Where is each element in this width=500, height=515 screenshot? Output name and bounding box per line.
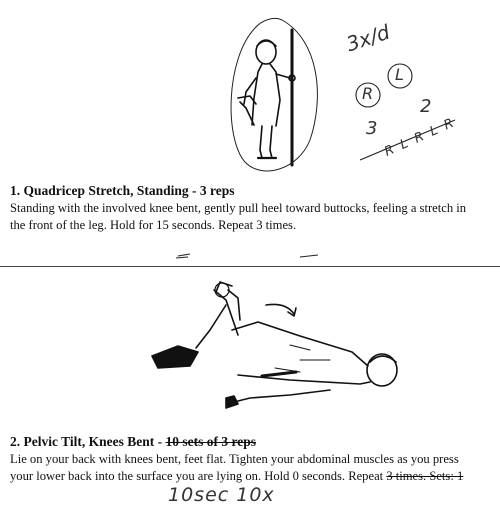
- exercise-2-line2-text: your lower back into the surface you are lying on. Hold 0 seconds. Repeat: [10, 469, 387, 483]
- handwritten-number-3: 3: [366, 118, 378, 139]
- handwritten-circled-r: R: [362, 84, 374, 103]
- exercise-1-title: 1. Quadricep Stretch, Standing - 3 reps: [10, 183, 235, 198]
- exercise-2-title: [10, 434, 256, 450]
- pelvic-tilt-figure: [152, 282, 397, 408]
- section-divider: [0, 266, 500, 267]
- handwritten-circled-l: L: [395, 65, 404, 84]
- exercise-1-line1: Standing with the involved knee bent, gently pull heel toward buttocks, feeling a stretch in: [10, 201, 467, 215]
- exercise-2-line2: [10, 468, 500, 484]
- exercise-1-line2: the front of the leg. Hold for 15 seconds. Repeat 3 times.: [10, 218, 297, 232]
- exercise-2-line1: Lie on your back with knees bent, feet flat. Tighten your abdominal muscles as you press: [10, 452, 459, 466]
- handwritten-frequency-note: 3x/d: [343, 19, 393, 57]
- standing-quad-stretch-figure: [238, 30, 295, 165]
- hand-circle-oval: [231, 18, 317, 171]
- handwritten-sequence: R L R L R: [382, 115, 458, 160]
- exercise-2-title-struck: 10 sets of 3 reps: [165, 434, 256, 449]
- exercise-2-line2-struck: 3 times. Sets: 1: [386, 469, 464, 483]
- handwritten-hold-note: 10sec 10x: [168, 484, 275, 506]
- handwritten-number-2: 2: [420, 96, 432, 117]
- exercise-2-title-text: 2. Pelvic Tilt, Knees Bent -: [10, 434, 166, 449]
